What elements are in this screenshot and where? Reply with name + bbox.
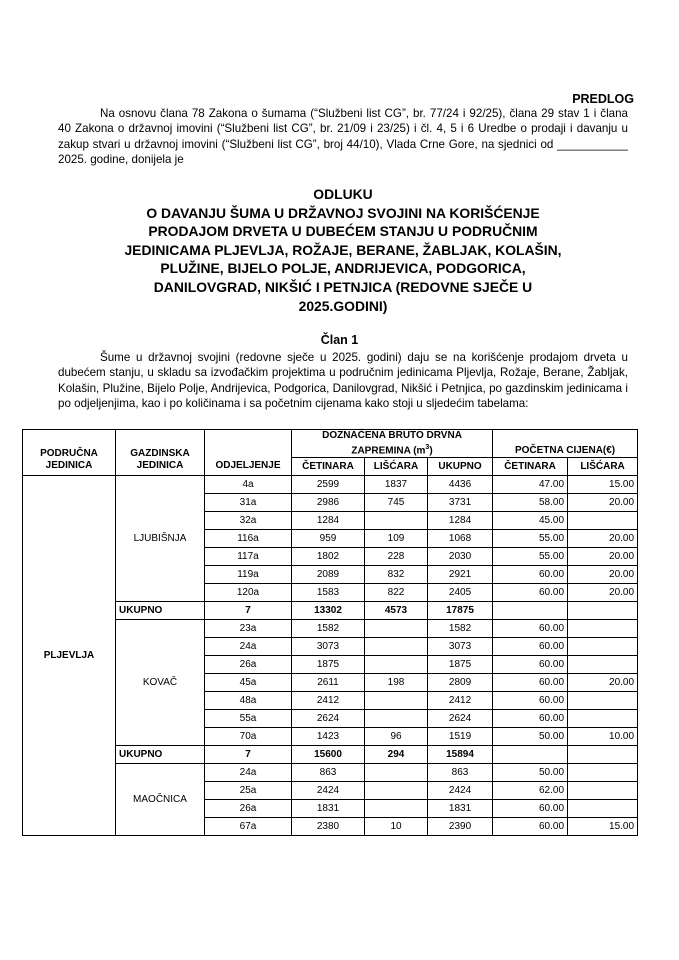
deciduous-volume-cell: [365, 638, 428, 656]
title-line: PRODAJOM DRVETA U DUBEĆEM STANJU U PODRUČNIM: [148, 223, 538, 240]
intro-paragraph: Na osnovu člana 78 Zakona o šumama (“Službeni list CG”, br. 77/24 i 92/25), člana 29 stav 1 i člana 40 Zakona o državnoj imovini (“Službeni list CG”, br. 21/09 i 23/25) i čl. 4, 5 i 6 Uredbe o prodaji i davanju u zakup stvari u državnoj imovini (“Službeni list CG”, broj 44/10), Vlada Crne Gore, na sjednici od ___________ 2025. godine, donijela je: [58, 107, 628, 167]
total-volume-cell: 1875: [428, 656, 493, 674]
deciduous-price-cell: [568, 512, 638, 530]
deciduous-volume-cell: 96: [365, 728, 428, 746]
total-deciduous: 294: [365, 746, 428, 764]
deciduous-volume-cell: [365, 764, 428, 782]
total-conifer: 13302: [292, 602, 365, 620]
conifer-price-cell: 55.00: [493, 548, 568, 566]
deciduous-volume-cell: [365, 710, 428, 728]
table-row: [23, 476, 638, 494]
deciduous-price-cell: 20.00: [568, 548, 638, 566]
deciduous-volume-cell: 745: [365, 494, 428, 512]
conifer-volume-cell: 2089: [292, 566, 365, 584]
total-row: [23, 746, 638, 764]
total-label: UKUPNO: [116, 746, 205, 764]
total-section-count: 7: [205, 602, 292, 620]
conifer-price-cell: 50.00: [493, 764, 568, 782]
total-volume-cell: 1582: [428, 620, 493, 638]
conifer-volume-cell: 2424: [292, 782, 365, 800]
deciduous-price-cell: 20.00: [568, 584, 638, 602]
deciduous-price-cell: [568, 710, 638, 728]
conifer-volume-cell: 2611: [292, 674, 365, 692]
section-cell: 119a: [205, 566, 292, 584]
conifer-volume-cell: 1423: [292, 728, 365, 746]
header-volume-end: ): [429, 445, 433, 457]
conifer-volume-cell: 1875: [292, 656, 365, 674]
total-volume-cell: 3073: [428, 638, 493, 656]
allocation-table: [22, 429, 638, 836]
conifer-volume-cell: 1284: [292, 512, 365, 530]
deciduous-volume-cell: [365, 620, 428, 638]
unit-name: PLJEVLJA: [23, 476, 116, 836]
total-volume-cell: 1831: [428, 800, 493, 818]
total-volume-cell: 2921: [428, 566, 493, 584]
total-conifer: 15600: [292, 746, 365, 764]
title-line: 2025.GODINI): [298, 297, 388, 314]
deciduous-volume-cell: 822: [365, 584, 428, 602]
section-cell: 31a: [205, 494, 292, 512]
total-volume-cell: 2412: [428, 692, 493, 710]
total-volume-cell: 3731: [428, 494, 493, 512]
conifer-volume-cell: 1583: [292, 584, 365, 602]
conifer-price-cell: 60.00: [493, 620, 568, 638]
conifer-price-cell: 60.00: [493, 584, 568, 602]
management-unit-name: MAOČNICA: [116, 764, 205, 836]
document-title: [58, 185, 628, 315]
section-cell: 25a: [205, 782, 292, 800]
total-volume-cell: 1519: [428, 728, 493, 746]
header-total: UKUPNO: [428, 458, 493, 476]
section-cell: 70a: [205, 728, 292, 746]
header-volume: [292, 430, 493, 458]
total-volume-cell: 2405: [428, 584, 493, 602]
total-volume-cell: 4436: [428, 476, 493, 494]
deciduous-price-cell: [568, 782, 638, 800]
document-label: PREDLOG: [572, 92, 634, 106]
header-price-conifer: ČETINARA: [493, 458, 568, 476]
conifer-volume-cell: 2986: [292, 494, 365, 512]
article-heading: Član 1: [320, 333, 359, 347]
section-cell: 32a: [205, 512, 292, 530]
table-row: [23, 620, 638, 638]
article-paragraph: Šume u državnoj svojini (redovne sječe u 2025. godini) daju se na korišćenje prodajom drveta u dubećem stanju, u skladu sa izvođačkim projektima u područnim jedinicama Pljevlja, Rožaje, Berane, Žabljak, Kolašin, Plužine, Bijelo Polje, Andrijevica, Podgorica, Danilovgrad, Nikšić i Petnjica, po gazdinskim jedinicama i po odjeljenjima, kao i po količinama i sa početnim cijenama kako stoji u sljedećim tabelama:: [58, 351, 628, 411]
section-cell: 116a: [205, 530, 292, 548]
deciduous-volume-cell: 109: [365, 530, 428, 548]
title-line: O DAVANJU ŠUMA U DRŽAVNOJ SVOJINI NA KORIŠĆENJE: [146, 204, 540, 221]
deciduous-price-cell: [568, 764, 638, 782]
deciduous-volume-cell: 228: [365, 548, 428, 566]
header-price-deciduous: LIŠĆARA: [568, 458, 638, 476]
conifer-volume-cell: 2412: [292, 692, 365, 710]
conifer-price-cell: 47.00: [493, 476, 568, 494]
conifer-volume-cell: 959: [292, 530, 365, 548]
total-volume-cell: 1284: [428, 512, 493, 530]
total-price-deciduous: [568, 746, 638, 764]
total-volume: 15894: [428, 746, 493, 764]
deciduous-volume-cell: 832: [365, 566, 428, 584]
section-cell: 117a: [205, 548, 292, 566]
section-cell: 24a: [205, 764, 292, 782]
section-cell: 26a: [205, 800, 292, 818]
deciduous-volume-cell: 198: [365, 674, 428, 692]
deciduous-price-cell: 20.00: [568, 566, 638, 584]
deciduous-price-cell: [568, 656, 638, 674]
conifer-volume-cell: 3073: [292, 638, 365, 656]
section-cell: 67a: [205, 818, 292, 836]
conifer-price-cell: 60.00: [493, 566, 568, 584]
conifer-volume-cell: 1582: [292, 620, 365, 638]
conifer-price-cell: 60.00: [493, 710, 568, 728]
conifer-price-cell: 60.00: [493, 800, 568, 818]
conifer-price-cell: 60.00: [493, 674, 568, 692]
total-volume-cell: 2424: [428, 782, 493, 800]
deciduous-price-cell: 20.00: [568, 494, 638, 512]
deciduous-price-cell: 20.00: [568, 674, 638, 692]
deciduous-price-cell: [568, 800, 638, 818]
section-cell: 4a: [205, 476, 292, 494]
conifer-price-cell: 50.00: [493, 728, 568, 746]
deciduous-price-cell: [568, 620, 638, 638]
deciduous-price-cell: 15.00: [568, 818, 638, 836]
total-section-count: 7: [205, 746, 292, 764]
conifer-price-cell: 60.00: [493, 818, 568, 836]
conifer-price-cell: 60.00: [493, 656, 568, 674]
section-cell: 23a: [205, 620, 292, 638]
header-management-unit: GAZDINSKA JEDINICA: [116, 430, 205, 476]
conifer-volume-cell: 1831: [292, 800, 365, 818]
total-volume-cell: 2390: [428, 818, 493, 836]
header-deciduous: LIŠĆARA: [365, 458, 428, 476]
conifer-price-cell: 45.00: [493, 512, 568, 530]
section-cell: 55a: [205, 710, 292, 728]
title-line: ODLUKU: [313, 186, 373, 202]
section-cell: 45a: [205, 674, 292, 692]
title-line: PLUŽINE, BIJELO POLJE, ANDRIJEVICA, PODGORICA,: [160, 260, 526, 277]
header-price: POČETNA CIJENA(€): [493, 430, 638, 458]
header-conifer: ČETINARA: [292, 458, 365, 476]
conifer-volume-cell: 1802: [292, 548, 365, 566]
section-cell: 24a: [205, 638, 292, 656]
conifer-price-cell: 62.00: [493, 782, 568, 800]
table-body: [23, 476, 638, 836]
total-volume-cell: 1068: [428, 530, 493, 548]
total-deciduous: 4573: [365, 602, 428, 620]
section-cell: 48a: [205, 692, 292, 710]
conifer-price-cell: 60.00: [493, 692, 568, 710]
deciduous-price-cell: 10.00: [568, 728, 638, 746]
conifer-volume-cell: 2599: [292, 476, 365, 494]
total-volume-cell: 2809: [428, 674, 493, 692]
section-cell: 120a: [205, 584, 292, 602]
conifer-volume-cell: 2624: [292, 710, 365, 728]
total-volume-cell: 2030: [428, 548, 493, 566]
section-cell: 26a: [205, 656, 292, 674]
conifer-volume-cell: 2380: [292, 818, 365, 836]
management-unit-name: KOVAČ: [116, 620, 205, 746]
header-section: ODJELJENJE: [205, 430, 292, 476]
header-volume-sup: 3: [425, 444, 430, 451]
conifer-volume-cell: 863: [292, 764, 365, 782]
deciduous-volume-cell: [365, 512, 428, 530]
total-volume-cell: 863: [428, 764, 493, 782]
deciduous-volume-cell: 1837: [365, 476, 428, 494]
conifer-price-cell: 55.00: [493, 530, 568, 548]
table-row: [23, 764, 638, 782]
total-price-conifer: [493, 602, 568, 620]
title-line: DANILOVGRAD, NIKŠIĆ I PETNJICA (REDOVNE SJEČE U: [153, 278, 533, 295]
total-volume-cell: 2624: [428, 710, 493, 728]
total-row: [23, 602, 638, 620]
header-unit: PODRUČNA JEDINICA: [23, 430, 116, 476]
total-price-conifer: [493, 746, 568, 764]
total-volume: 17875: [428, 602, 493, 620]
deciduous-volume-cell: 10: [365, 818, 428, 836]
management-unit-name: LJUBIŠNJA: [116, 476, 205, 602]
deciduous-volume-cell: [365, 656, 428, 674]
total-label: UKUPNO: [116, 602, 205, 620]
conifer-price-cell: 60.00: [493, 638, 568, 656]
total-price-deciduous: [568, 602, 638, 620]
header-volume-text: DOZNAČENA BRUTO DRVNA ZAPREMINA (m: [322, 430, 462, 457]
deciduous-price-cell: [568, 692, 638, 710]
deciduous-volume-cell: [365, 782, 428, 800]
title-line: JEDINICAMA PLJEVLJA, ROŽAJE, BERANE, ŽABLJAK, KOLAŠIN,: [124, 241, 562, 258]
deciduous-volume-cell: [365, 800, 428, 818]
deciduous-price-cell: 15.00: [568, 476, 638, 494]
deciduous-volume-cell: [365, 692, 428, 710]
conifer-price-cell: 58.00: [493, 494, 568, 512]
deciduous-price-cell: 20.00: [568, 530, 638, 548]
deciduous-price-cell: [568, 638, 638, 656]
